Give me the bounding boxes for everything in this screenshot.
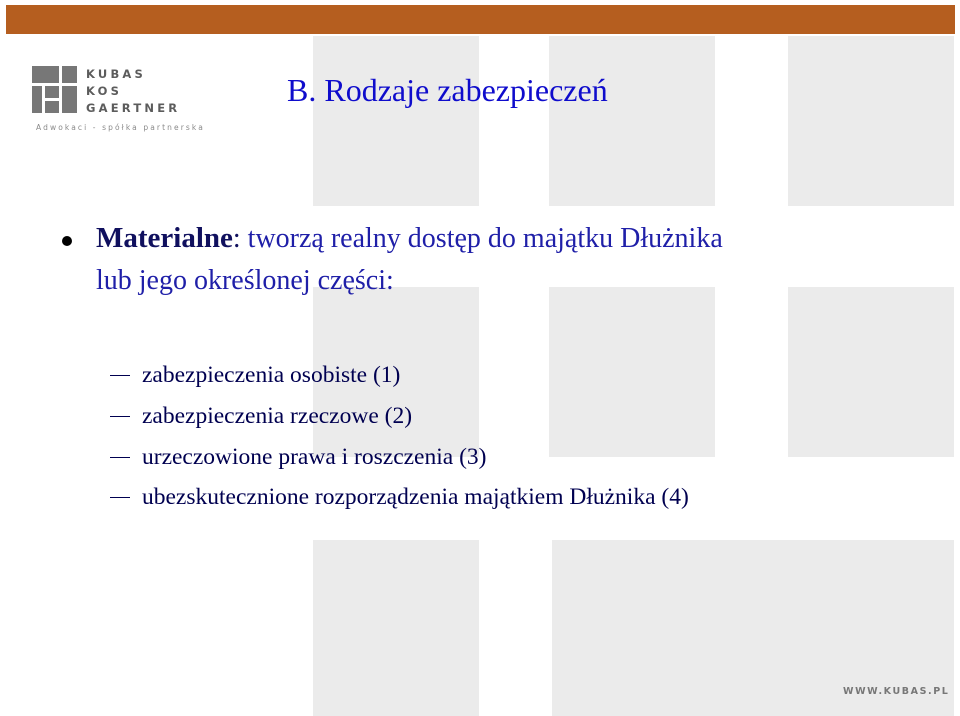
company-logo [32,66,205,136]
logo-name-line: GAERTNER [86,101,181,115]
sub-item [110,444,486,471]
dash-icon [110,416,130,418]
background-square [788,287,954,457]
top-accent-bar [6,5,955,34]
sub-item [110,484,689,511]
sub-item-label: zabezpieczenia rzeczowe (2) [142,403,413,429]
sub-item [110,403,412,430]
main-bullet-line-2: lub jego określonej części: [96,265,394,296]
main-bullet-colon: : [232,223,241,254]
sub-item-label: ubezskutecznione rozporządzenia majątkiem Dłużnika (4) [142,484,689,510]
logo-name-line: KOS [86,84,123,98]
dash-icon [110,497,130,499]
main-bullet-lead: Materialne [96,222,233,254]
logo-name-line: KUBAS [86,67,146,81]
background-square [313,36,479,206]
background-square [788,36,954,206]
sub-item-label: urzeczowione prawa i roszczenia (3) [142,444,487,470]
slide-title: B. Rodzaje zabezpieczeń [287,72,608,108]
dash-icon [110,457,130,459]
sub-item [110,362,400,389]
main-bullet-text: tworzą realny dostęp do majątku Dłużnika [240,223,723,254]
main-bullet-line-1 [96,222,723,255]
logo-mark-icon [32,66,77,113]
dash-icon [110,375,130,377]
footer-url: WWW.KUBAS.PL [843,686,950,697]
background-square [313,540,479,716]
sub-item-label: zabezpieczenia osobiste (1) [142,362,401,388]
bullet-dot-icon [62,236,72,246]
background-square [549,36,715,206]
background-square [549,287,715,457]
logo-tagline: Adwokaci - spółka partnerska [36,123,205,132]
